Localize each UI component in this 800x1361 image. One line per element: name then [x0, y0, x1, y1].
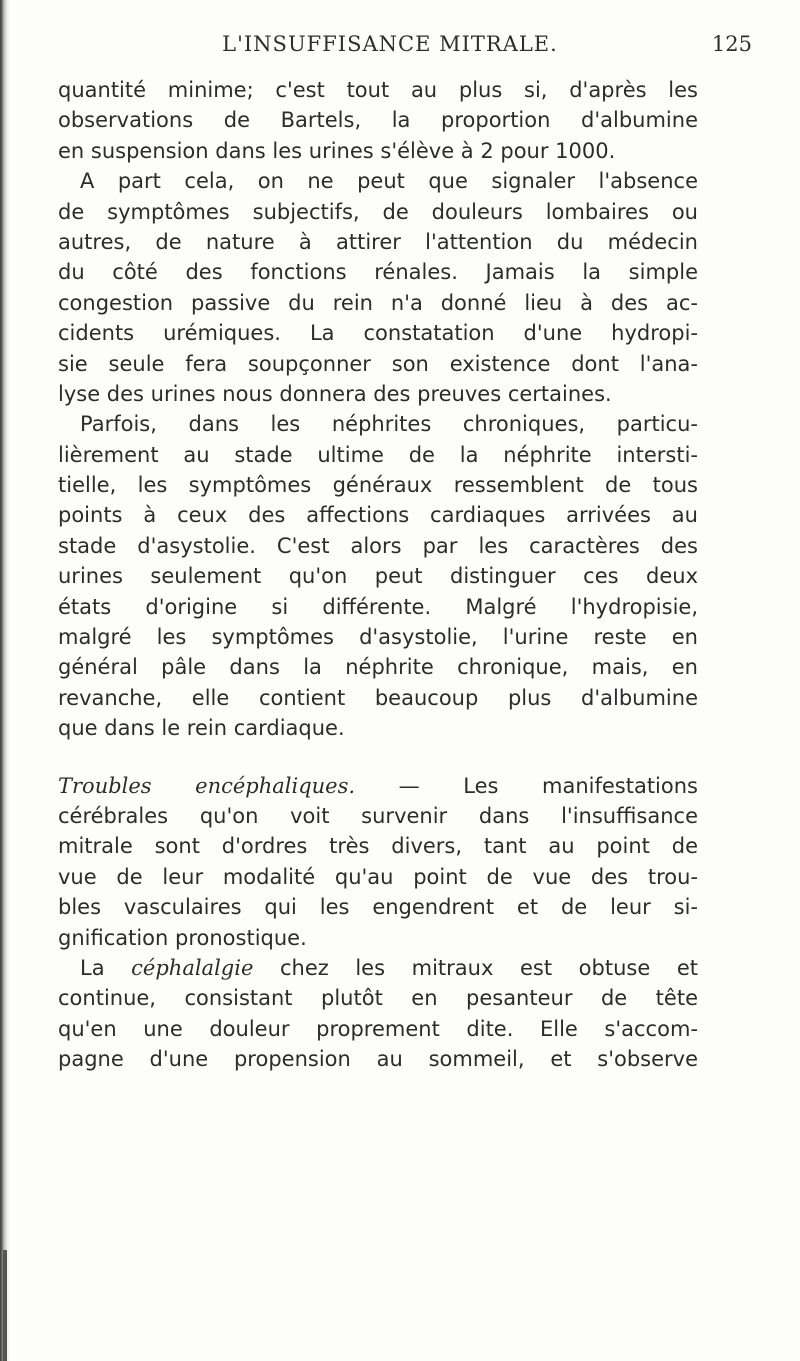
text-line: continue, consistant plutôt en pesanteur de tête [58, 986, 698, 1011]
book-spine-shadow [0, 0, 10, 1361]
page-number: 125 [711, 32, 752, 56]
text-line: de symptômes subjectifs, de douleurs lombaires ou [58, 199, 698, 224]
text-line: général pâle dans la néphrite chronique, mais, en [58, 655, 698, 680]
text-line: pagne d'une propension au sommeil, et s'observe [58, 1047, 698, 1072]
text-line: malgré les symptômes d'asystolie, l'urine reste en [58, 625, 698, 650]
binding-edge [3, 1250, 7, 1361]
section-heading-continuation: — Les manifestations [355, 773, 698, 798]
text-line: qu'en une douleur proprement dite. Elle s'accom- [58, 1016, 698, 1041]
text-line: autres, de nature à attirer l'attention du médecin [58, 229, 698, 254]
section-lead-line [58, 771, 698, 801]
paragraph-lead-line [58, 953, 698, 983]
text-line: états d'origine si différente. Malgré l'hydropisie, [58, 594, 698, 619]
text-line: que dans le rein cardiaque. [58, 716, 345, 741]
text-line: cidents urémiques. La constatation d'une hydropi- [58, 321, 698, 346]
text-line: vue de leur modalité qu'au point de vue des trou- [58, 864, 698, 889]
body-text [58, 75, 698, 1075]
text-line: bles vasculaires qui les engendrent et de leur si- [58, 895, 698, 920]
section-heading: Troubles encéphaliques. [58, 773, 356, 798]
text-line: tielle, les symptômes généraux ressemblent de tous [58, 473, 698, 498]
paragraph-lead: La [80, 955, 132, 980]
text-line: urines seulement qu'on peut distinguer ces deux [58, 564, 698, 589]
text-line: stade d'asystolie. C'est alors par les caractères des [58, 533, 698, 558]
running-title: L'INSUFFISANCE MITRALE. [222, 32, 558, 56]
text-line: cérébrales qu'on voit survenir dans l'insuffisance [58, 803, 698, 828]
text-line: quantité minime; c'est tout au plus si, d'après les [58, 78, 698, 102]
text-line: mitrale sont d'ordres très divers, tant au point de [58, 834, 698, 859]
text-line: points à ceux des affections cardiaques arrivées au [58, 503, 698, 528]
paragraph-lead-continuation: chez les mitraux est obtuse et [253, 955, 698, 980]
text-line: sie seule fera soupçonner son existence dont l'ana- [58, 351, 698, 376]
text-line: du côté des fonctions rénales. Jamais la simple [58, 260, 698, 285]
italic-term: céphalalgie [131, 955, 254, 980]
text-line: lièrement au stade ultime de la néphrite intersti- [58, 442, 698, 467]
text-line: observations de Bartels, la proportion d'albumine [58, 108, 698, 133]
text-line: revanche, elle contient beaucoup plus d'albumine [58, 685, 698, 710]
text-line: lyse des urines nous donnera des preuves certaines. [58, 381, 612, 406]
text-line: en suspension dans les urines s'élève à 2 pour 1000. [58, 138, 616, 163]
text-line: A part cela, on ne peut que signaler l'absence [80, 169, 698, 194]
text-line: Parfois, dans les néphrites chroniques, particu- [80, 412, 698, 437]
text-line: congestion passive du rein n'a donné lieu à des ac- [58, 290, 698, 315]
section-gap [58, 744, 698, 771]
running-header [40, 28, 780, 62]
text-line: gnification pronostique. [58, 925, 307, 950]
